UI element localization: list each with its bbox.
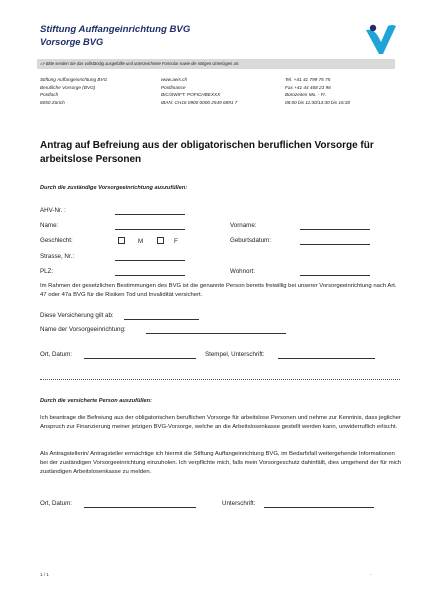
- male-label: M: [138, 238, 144, 245]
- unterschrift-label: Unterschrift:: [222, 500, 256, 507]
- strasse-field[interactable]: [115, 260, 185, 261]
- ahv-field[interactable]: [115, 214, 185, 215]
- plz-label: PLZ:: [40, 268, 54, 275]
- section2-paragraph-2: Als Antragstellerin/ Antragsteller ermächtige ich hiermit die Stiftung Auffangeinrichtung BVG, im Bedarfsfall weitergehende Informationen bei der zuständigen Vorsorgeeinrichtung einzuholen. Ich verpflichte mich, falls mein Vorsorgeschutz dahinfällt, dies umgehend der für mich zuständigen Arbeitslosenkasse zu melden.: [40, 451, 402, 476]
- contact-block: [285, 76, 350, 106]
- vorname-field[interactable]: [300, 229, 370, 230]
- section2-heading: Durch die versicherte Person auszufüllen:: [40, 398, 152, 404]
- ort-datum-field-2[interactable]: [84, 507, 196, 508]
- ort-datum-label: Ort, Datum:: [40, 351, 72, 358]
- male-checkbox[interactable]: [118, 237, 125, 244]
- page-number: 1 / 1: [40, 572, 49, 577]
- geschlecht-label: Geschlecht:: [40, 237, 73, 244]
- wohnort-label: Wohnort:: [230, 268, 255, 275]
- org-name: Stiftung Auffangeinrichtung BVG: [40, 24, 191, 35]
- address-line: Postfach: [40, 92, 59, 98]
- hours-line: 08:00 bis 11:30/13:30 bis 16:30: [285, 99, 351, 105]
- bank-line: IBAN: CH16 0900 0000 2549 6891 7: [161, 99, 238, 105]
- name-field[interactable]: [115, 229, 185, 230]
- geburtsdatum-field[interactable]: [300, 244, 370, 245]
- address-line: 8050 Zürich: [40, 99, 65, 105]
- section2-paragraph-1: Ich beantrage die Befreiung aus der obligatorischen beruflichen Vorsorge für arbeitslose Personen und nehme zur Kenntnis, dass jeglicher Anspruch zur Finanzierung meiner jetzigen BVG-Vorsorge, welche an die Arbeitslosenkasse gestellt werden kann, unwiderruflich erlischt.: [40, 415, 401, 431]
- ort-datum-label-2: Ort, Datum:: [40, 500, 72, 507]
- bank-line: BIC/SWIFT: POFICHBEXXX: [161, 92, 221, 98]
- vorname-label: Vorname:: [230, 222, 257, 229]
- address-line: Stiftung Auffangeinrichtung BVG: [40, 77, 108, 82]
- name-label: Name:: [40, 222, 59, 229]
- logo-dot: [370, 25, 376, 31]
- versicherung-field[interactable]: [124, 319, 199, 320]
- cut-divider: [40, 379, 400, 380]
- versicherung-label: Diese Versicherung gilt ab:: [40, 312, 114, 319]
- section1-heading: Durch die zuständige Vorsorgeeinrichtung auszufüllen:: [40, 185, 188, 191]
- strasse-label: Strasse, Nr.:: [40, 253, 75, 260]
- phone-line: Tel. +41 41 799 75 75: [285, 77, 331, 82]
- vorsorge-name-label: Name der Vorsorgeeinrichtung:: [40, 326, 126, 333]
- form-title: Antrag auf Befreiung aus der obligatorischen beruflichen Vorsorge für arbeitslose Personen: [40, 140, 374, 165]
- stempel-label: Stempel, Unterschrift:: [205, 351, 265, 358]
- unterschrift-field[interactable]: [264, 507, 374, 508]
- plz-field[interactable]: [115, 275, 185, 276]
- fax-line: Fax +41 44 468 23 96: [285, 84, 331, 90]
- address-line: Berufliche Vorsorge (BVG): [40, 84, 96, 90]
- footer-mark: -: [370, 572, 372, 577]
- female-checkbox[interactable]: [157, 237, 164, 244]
- org-subtitle: Vorsorge BVG: [40, 37, 104, 47]
- ahv-label: AHV-Nr. :: [40, 207, 66, 214]
- logo-icon: [364, 22, 398, 56]
- notice-bar: => Bitte senden Sie das vollständig ausgefüllte und unterzeichnete Formular sowie die nötigen Unterlagen an:: [37, 59, 395, 69]
- address-block: [40, 76, 107, 106]
- bank-line: Postfinance: [161, 84, 186, 90]
- vorsorge-name-field[interactable]: [146, 333, 286, 334]
- female-label: F: [174, 238, 178, 245]
- website-link[interactable]: www.aeis.ch: [161, 77, 188, 82]
- ort-datum-field[interactable]: [84, 358, 196, 359]
- geburtsdatum-label: Geburtsdatum:: [230, 237, 271, 244]
- wohnort-field[interactable]: [300, 275, 370, 276]
- bank-block: [161, 76, 237, 106]
- section1-paragraph: Im Rahmen der gesetzlichen Bestimmungen des BVG ist die genannte Person bereits freiwillig bei unserer Vorsorgeeinrichtung nach Art. 47 oder 47a BVG für die Risiken Tod und Invalidität versichert.: [40, 283, 397, 299]
- hours-line: Bürozeiten Mo. - Fr.: [285, 92, 327, 98]
- stempel-field[interactable]: [278, 358, 375, 359]
